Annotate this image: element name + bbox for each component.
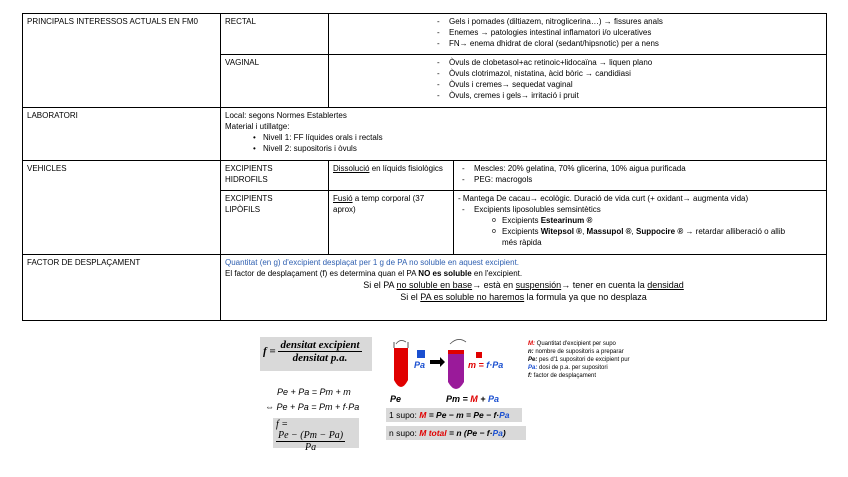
sub-label-lipofils: [221, 191, 329, 255]
legend-item: [528, 340, 630, 348]
list-item: - Òvuls de clobetasol+ac retinoic+lidocaïna → liquen plano: [437, 57, 822, 68]
sub-label-vaginal: [221, 55, 329, 108]
bar-expression: = n (Pe − f·: [446, 428, 493, 438]
text-bold: NO es soluble: [418, 269, 472, 278]
bar-pa: Pa: [499, 410, 510, 420]
legend-item: [528, 372, 630, 380]
list-item: - FN→ enema dhidrat de cloral (sedant/hipsnotic) per a nens: [437, 38, 822, 49]
lab-content: [221, 108, 827, 161]
table-row: [23, 161, 827, 191]
sub-label-text: RECTAL: [225, 17, 256, 26]
arrow-right-icon: [430, 357, 445, 367]
factor-line-3: [225, 279, 822, 291]
row-label-lab: [23, 108, 221, 161]
separator: ,: [631, 227, 636, 236]
mechanism-text: a temp corporal (37 aprox): [333, 194, 425, 214]
text: → està en: [472, 280, 516, 290]
row-label-fm0: [23, 14, 221, 108]
bar-m: M: [419, 410, 427, 420]
list-item: - Òvuls clotrimazol, nistatina, àcid bòric → candidiasi: [437, 68, 822, 79]
text: Si el PA: [363, 280, 397, 290]
summary-table: [22, 13, 827, 321]
factor-line-2: [225, 268, 822, 279]
text: → tener en cuenta la: [561, 280, 648, 290]
formula-lhs: f =: [276, 419, 289, 431]
suppository-mixed-icon: [448, 350, 464, 389]
fraction-numerator: Pe − (Pm − Pa): [278, 430, 344, 442]
diagram-label-pm: [446, 394, 499, 404]
sub-label-hidrofils: [221, 161, 329, 191]
list-item: - Mescles: 20% gelatina, 70% glicerina, 10% aigua purificada: [462, 163, 822, 174]
row-label-factor: [23, 255, 221, 321]
table-row: [23, 108, 827, 161]
legend-key: Pe:: [528, 357, 538, 363]
curve-arrow-icon: [396, 339, 466, 344]
list-item: - Òvuls, cremes i gels→ irritació i pruit: [437, 90, 822, 101]
formula-bar-n-supo: [386, 426, 526, 440]
bar-pa: Pa: [492, 428, 503, 438]
pm-label: Pm =: [446, 394, 471, 404]
mixed-top-red: [448, 350, 464, 354]
text-underlined: densidad: [647, 280, 684, 290]
hidro-mechanism: [329, 161, 454, 191]
legend-text: pes d'1 supositori de excipient pur: [537, 357, 630, 363]
lipo-content: [454, 191, 827, 255]
table-row: [23, 14, 827, 55]
bar-expression: = Pe − m = Pe − f·: [426, 410, 500, 420]
formula-f-calc: [273, 418, 359, 454]
list-item: - PEG: macrogols: [462, 174, 822, 185]
item-text: Excipients: [502, 227, 541, 236]
pm-m: M: [470, 394, 478, 404]
legend-item: [528, 348, 630, 356]
suppository-excipient-icon: [394, 348, 408, 387]
equation-1: Pe + Pa = Pm + m: [277, 387, 351, 397]
list-item: [492, 215, 822, 226]
formula-bar-1-supo: [386, 408, 522, 422]
item-text: més ràpida: [502, 238, 542, 247]
text-underlined: no soluble en base: [396, 280, 473, 290]
mechanism-keyword: Fusió: [333, 194, 353, 203]
text: Si el: [400, 292, 421, 302]
bar-prefix: n supo:: [389, 428, 420, 438]
legend-item: [528, 356, 630, 364]
text: en l'excipient.: [471, 269, 523, 278]
row-label-text: PRINCIPALS INTERESSOS ACTUALS EN FM0: [27, 17, 199, 26]
row-label-text: FACTOR DE DESPLAÇAMENT: [27, 258, 141, 267]
displaced-excipient-square: [476, 352, 482, 358]
lab-line-2: Material i utillatge:: [225, 122, 290, 131]
fraction-numerator: densitat excipient: [280, 339, 360, 351]
diagram-label-pe: Pe: [390, 394, 402, 404]
legend-text: dosi de p.a. per supositori: [537, 365, 608, 371]
list-item: - Gels i pomades (diltiazem, nitroglicerina…) → fissures anals: [437, 16, 822, 27]
active-ingredient-square: [417, 350, 425, 358]
sub-label-rectal: [221, 14, 329, 55]
legend-item: [528, 364, 630, 372]
lipo-line-1: - Mantega De cacau→ ecològic. Duració de vida curt (+ oxidant→ augmenta vida): [458, 194, 749, 203]
sub-label-text: VAGINAL: [225, 58, 260, 67]
lab-line-1: Local: segons Normes Establertes: [225, 111, 347, 120]
equation-2: ⇔ Pe + Pa = Pm + f·Pa: [265, 402, 360, 412]
brand-name: Estearinum ®: [540, 216, 593, 225]
pm-plus: +: [477, 394, 489, 404]
bar-prefix: 1 supo:: [389, 410, 420, 420]
row-label-text: LABORATORI: [27, 111, 78, 120]
brand-name: Massupol ®: [586, 227, 632, 236]
m-label: m =: [468, 360, 487, 370]
suppository-outline-icon: [394, 342, 408, 348]
legend-key: n:: [528, 349, 534, 355]
item-text: → retardar alliberació o allib: [683, 227, 786, 236]
formula-fraction: [278, 339, 361, 364]
lipo-mechanism: [329, 191, 454, 255]
separator: ,: [582, 227, 587, 236]
row-label-vehicles: [23, 161, 221, 255]
legend-text: nombre de supositoris a preparar: [533, 349, 624, 355]
table-row: [23, 255, 827, 321]
brand-name: Suppocire ®: [636, 227, 684, 236]
list-item: • Nivell 1: FF líquides orals i rectals: [253, 132, 822, 143]
mechanism-text: en líquids fisiològics: [369, 164, 443, 173]
list-item: - Excipients liposolubles semsintètics: [462, 204, 822, 215]
formula-density: [260, 337, 372, 371]
diagram-label-m: [468, 360, 503, 370]
text-underlined: PA es soluble no haremos: [420, 292, 525, 302]
rectal-content: [329, 14, 827, 55]
factor-definition: Quantitat (en g) d'excipient desplaçat per 1 g de PA no soluble en aquest excipient.: [225, 258, 520, 267]
sub-label-text: LIPÒFILS: [225, 205, 261, 214]
formula-lhs: f =: [263, 345, 276, 358]
vaginal-content: [329, 55, 827, 108]
list-item: • Nivell 2: supositoris i òvuls: [253, 143, 822, 154]
mechanism-keyword: Dissolució: [333, 164, 370, 173]
text: la formula ya que no desplaza: [524, 292, 647, 302]
factor-line-4: [225, 291, 822, 303]
diagram-label-pa: Pa: [414, 360, 426, 370]
item-text: Excipients: [502, 216, 541, 225]
fraction-denominator: Pa: [305, 442, 317, 454]
list-item: - Enemes → patologies intestinal inflamatori i/o ulceratives: [437, 27, 822, 38]
text: El factor de desplaçament (f) es determina quan el PA: [225, 269, 419, 278]
brand-name: Witepsol ®: [540, 227, 583, 236]
list-item: [492, 226, 822, 248]
sub-label-text: EXCIPIENTS: [225, 194, 273, 203]
m-rhs: f·Pa: [486, 360, 504, 370]
suppository-diagram: [388, 336, 518, 404]
fraction-denominator: densitat p.a.: [292, 352, 348, 364]
sub-label-text: EXCIPIENTS: [225, 164, 273, 173]
bar-m-total: M total: [419, 428, 447, 438]
bar-close: ): [502, 428, 506, 438]
sub-label-text: HIDROFILS: [225, 175, 268, 184]
formula-fraction: [276, 430, 345, 453]
list-item: - Òvuls i cremes→ sequedat vaginal: [437, 79, 822, 90]
hidro-content: [454, 161, 827, 191]
legend-key: f:: [528, 373, 532, 379]
legend-key: Pa:: [528, 365, 538, 371]
factor-content: [221, 255, 827, 321]
pm-pa: Pa: [488, 394, 500, 404]
legend-text: factor de desplaçament: [532, 373, 597, 379]
variable-legend: [528, 340, 630, 380]
legend-key: M:: [528, 341, 535, 347]
legend-text: Quantitat d'excipient per supo: [535, 341, 616, 347]
text-underlined: suspensión: [515, 280, 562, 290]
row-label-text: VEHICLES: [27, 164, 67, 173]
